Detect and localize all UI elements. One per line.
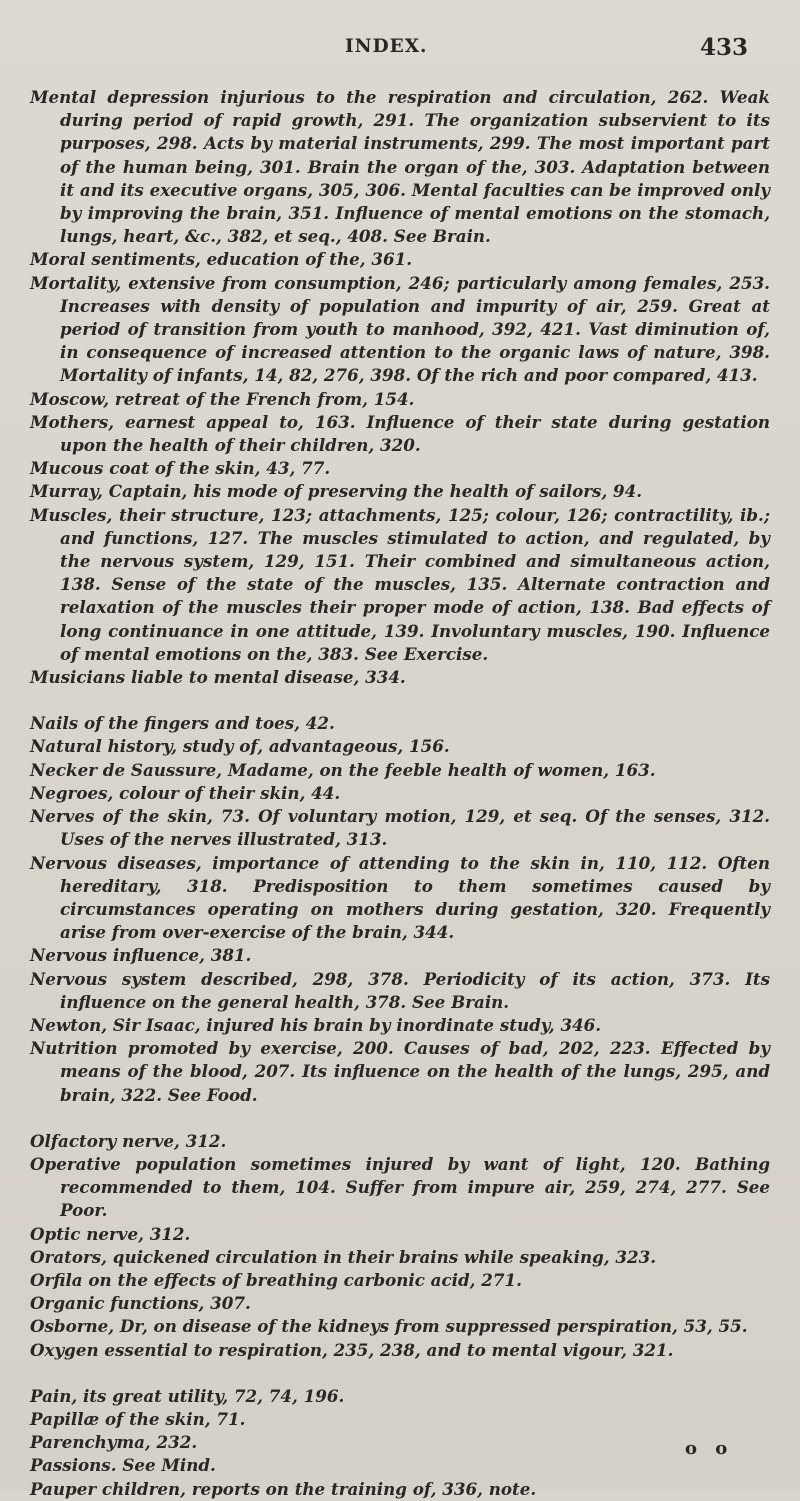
index-entry-text: Mucous coat of the skin, 43, 77.	[30, 458, 331, 479]
index-entry	[30, 388, 770, 411]
index-entry	[30, 1478, 770, 1501]
section-gap	[30, 1362, 770, 1385]
index-entry	[30, 666, 770, 689]
index-entry	[30, 1153, 770, 1223]
index-entry-text: Nails of the fingers and toes, 42.	[30, 713, 335, 734]
index-entry	[30, 1037, 770, 1107]
index-entries	[30, 86, 770, 1501]
index-entry-text: Nutrition promoted by exercise, 200. Causes of bad, 202, 223. Effected by means of the blood, 207. Its influence on the health of the lungs, 295, and brain, 322. See Food.	[30, 1038, 770, 1105]
index-entry-text: Nervous influence, 381.	[30, 945, 252, 966]
index-entry	[30, 852, 770, 945]
index-entry	[30, 1246, 770, 1269]
index-entry-text: Natural history, study of, advantageous, 156.	[30, 736, 450, 757]
index-entry	[30, 1014, 770, 1037]
index-entry-text: Organic functions, 307.	[30, 1293, 251, 1314]
index-entry	[30, 272, 770, 388]
index-entry-text: Nervous diseases, importance of attending to the skin in, 110, 112. Often hereditary, 318. Predisposition to them sometimes caused by circumstances operating on mothers during gestation, 320. Frequently arise from over-exercise of the brain, 344.	[30, 852, 770, 943]
page-number: 433	[700, 34, 749, 61]
index-entry	[30, 1269, 770, 1292]
index-entry-text: Orators, quickened circulation in their brains while speaking, 323.	[30, 1246, 657, 1267]
index-entry-text: Oxygen essential to respiration, 235, 238, and to mental vigour, 321.	[30, 1339, 674, 1360]
index-entry-text: Musicians liable to mental disease, 334.	[30, 667, 406, 688]
index-entry	[30, 1431, 770, 1454]
index-entry	[30, 1339, 770, 1362]
index-entry	[30, 1292, 770, 1315]
index-entry	[30, 504, 770, 666]
index-entry-text: Olfactory nerve, 312.	[30, 1130, 227, 1151]
index-entry-text: Optic nerve, 312.	[30, 1223, 191, 1244]
index-entry-text: Necker de Saussure, Madame, on the feeble health of women, 163.	[30, 759, 656, 780]
index-entry-text: Moral sentiments, education of the, 361.	[30, 249, 413, 270]
index-entry	[30, 1130, 770, 1153]
index-entry-text: Pauper children, reports on the training of, 336, note.	[30, 1478, 537, 1499]
index-entry-text: Papillæ of the skin, 71.	[30, 1408, 246, 1429]
page-header	[0, 24, 800, 64]
index-entry	[30, 1454, 770, 1477]
index-entry-text: Operative population sometimes injured by want of light, 120. Bathing recommended to them, 104. Suffer from impure air, 259, 274, 277. See Poor.	[30, 1153, 770, 1221]
index-entry-text: Murray, Captain, his mode of preserving the health of sailors, 94.	[30, 481, 643, 502]
running-title: INDEX.	[345, 36, 428, 57]
index-entry-text: Orfila on the effects of breathing carbonic acid, 271.	[30, 1269, 522, 1290]
index-entry	[30, 411, 770, 457]
index-entry-text: Osborne, Dr, on disease of the kidneys from suppressed perspiration, 53, 55.	[30, 1316, 748, 1337]
index-entry-text: Newton, Sir Isaac, injured his brain by inordinate study, 346.	[30, 1014, 602, 1035]
index-entry-text: Mental depression injurious to the respiration and circulation, 262. Weak during period of rapid growth, 291. The organization subservient to its purposes, 298. Acts by material instruments, 299. The most important part of the human being, 301. Brain the organ of the, 303. Adaptation between it and its executive organs, 305, 306. Mental faculties can be improved only by improving the brain, 351. Influence of mental emotions on the stomach, lungs, heart, &c., 382, et seq., 408. See Brain.	[30, 87, 770, 247]
index-entry	[30, 944, 770, 967]
index-entry-text: Mothers, earnest appeal to, 163. Influence of their state during gestation upon the health of their children, 320.	[30, 411, 770, 456]
index-entry-text: Negroes, colour of their skin, 44.	[30, 782, 341, 803]
index-entry	[30, 248, 770, 271]
index-entry	[30, 968, 770, 1014]
index-entry-text: Nerves of the skin, 73. Of voluntary motion, 129, et seq. Of the senses, 312. Uses of the nerves illustrated, 313.	[30, 806, 770, 850]
index-entry-text: Mortality, extensive from consumption, 246; particularly among females, 253. Increases with density of population and impurity of air, 259. Great at period of transition from youth to manhood, 392, 421. Vast diminution of, in consequence of increased attention to the organic laws of nature, 398. Mortality of infants, 14, 82, 276, 398. Of the rich and poor compared, 413.	[30, 272, 770, 386]
index-entry-text: Passions. See Mind.	[30, 1455, 216, 1476]
index-entry	[30, 1385, 770, 1408]
index-entry	[30, 759, 770, 782]
index-entry	[30, 457, 770, 480]
index-entry	[30, 1223, 770, 1246]
index-entry	[30, 712, 770, 735]
index-entry	[30, 1408, 770, 1431]
section-gap	[30, 689, 770, 712]
index-entry-text: Nervous system described, 298, 378. Periodicity of its action, 373. Its influence on the general health, 378. See Brain.	[30, 968, 770, 1012]
index-entry	[30, 782, 770, 805]
index-entry	[30, 86, 770, 248]
index-entry	[30, 480, 770, 503]
signature-mark: o o	[685, 1438, 734, 1459]
index-entry	[30, 1315, 770, 1338]
index-entry-text: Pain, its great utility, 72, 74, 196.	[30, 1385, 345, 1406]
index-entry-text: Moscow, retreat of the French from, 154.	[30, 388, 415, 409]
section-gap	[30, 1107, 770, 1130]
index-entry-text: Muscles, their structure, 123; attachments, 125; colour, 126; contractility, ib.; and functions, 127. The muscles stimulated to action, and regulated, by the nervous system, 129, 151. Their combined and simultaneous action, 138. Sense of the state of the muscles, 135. Alternate contraction and relaxation of the muscles their proper mode of action, 138. Bad effects of long continuance in one attitude, 139. Involuntary muscles, 190. Influence of mental emotions on the, 383. See Exercise.	[30, 504, 770, 664]
index-entry	[30, 735, 770, 758]
index-entry	[30, 805, 770, 851]
index-entry-text: Parenchyma, 232.	[30, 1432, 198, 1453]
